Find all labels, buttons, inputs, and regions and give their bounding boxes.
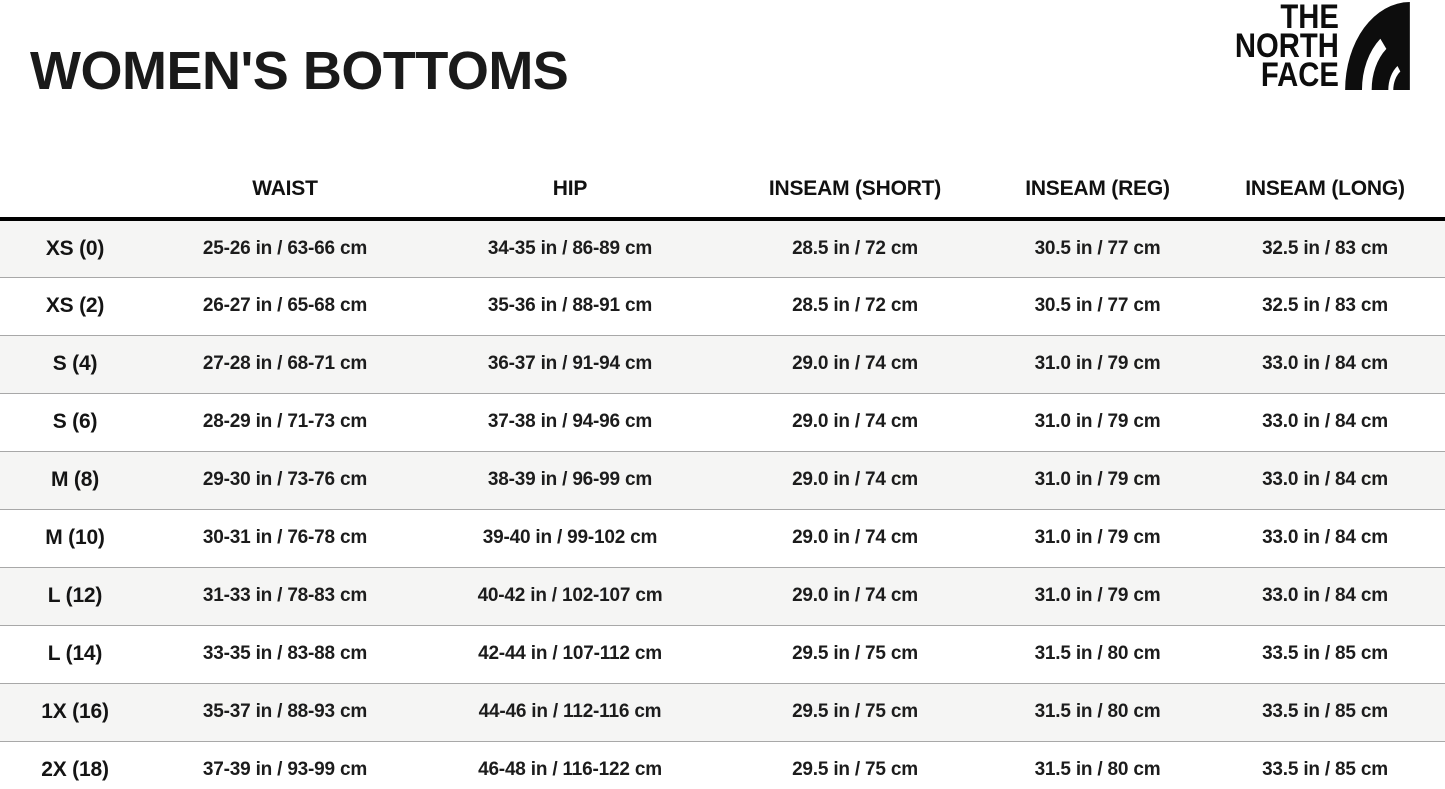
table-row: [0, 683, 1445, 741]
size-cell: M (8): [0, 451, 150, 509]
logo-line-the: THE: [1280, 0, 1339, 36]
north-face-logo: [1218, 0, 1410, 94]
waist-cell: 30-31 in / 76-78 cm: [150, 509, 420, 567]
inseam-short-cell: 29.5 in / 75 cm: [720, 625, 990, 683]
inseam-reg-cell: 31.0 in / 79 cm: [990, 509, 1205, 567]
size-cell: L (12): [0, 567, 150, 625]
hip-cell: 37-38 in / 94-96 cm: [420, 393, 720, 451]
table-row: [0, 625, 1445, 683]
inseam-long-cell: 33.5 in / 85 cm: [1205, 741, 1445, 789]
waist-cell: 28-29 in / 71-73 cm: [150, 393, 420, 451]
hip-cell: 35-36 in / 88-91 cm: [420, 277, 720, 335]
inseam-reg-cell: 30.5 in / 77 cm: [990, 277, 1205, 335]
inseam-long-cell: 33.0 in / 84 cm: [1205, 509, 1445, 567]
table-row: [0, 451, 1445, 509]
inseam-short-cell: 29.0 in / 74 cm: [720, 335, 990, 393]
inseam-reg-cell: 31.5 in / 80 cm: [990, 683, 1205, 741]
column-header-inseam-long: INSEAM (LONG): [1205, 160, 1445, 219]
waist-cell: 33-35 in / 83-88 cm: [150, 625, 420, 683]
waist-cell: 37-39 in / 93-99 cm: [150, 741, 420, 789]
page-title: WOMEN'S BOTTOMS: [30, 41, 569, 101]
size-cell: L (14): [0, 625, 150, 683]
column-header-hip: HIP: [420, 160, 720, 219]
hip-cell: 38-39 in / 96-99 cm: [420, 451, 720, 509]
hip-cell: 34-35 in / 86-89 cm: [420, 219, 720, 277]
column-header-inseam-short: INSEAM (SHORT): [720, 160, 990, 219]
inseam-short-cell: 29.5 in / 75 cm: [720, 683, 990, 741]
table-row: [0, 509, 1445, 567]
hip-cell: 36-37 in / 91-94 cm: [420, 335, 720, 393]
inseam-reg-cell: 31.0 in / 79 cm: [990, 451, 1205, 509]
hip-cell: 44-46 in / 112-116 cm: [420, 683, 720, 741]
size-cell: 2X (18): [0, 741, 150, 789]
inseam-long-cell: 33.5 in / 85 cm: [1205, 683, 1445, 741]
table-row: [0, 567, 1445, 625]
size-cell: S (4): [0, 335, 150, 393]
column-header-size: [0, 160, 150, 219]
inseam-long-cell: 32.5 in / 83 cm: [1205, 219, 1445, 277]
table-row: [0, 277, 1445, 335]
size-cell: 1X (16): [0, 683, 150, 741]
waist-cell: 27-28 in / 68-71 cm: [150, 335, 420, 393]
inseam-long-cell: 33.5 in / 85 cm: [1205, 625, 1445, 683]
waist-cell: 25-26 in / 63-66 cm: [150, 219, 420, 277]
inseam-reg-cell: 31.0 in / 79 cm: [990, 393, 1205, 451]
inseam-long-cell: 32.5 in / 83 cm: [1205, 277, 1445, 335]
inseam-short-cell: 29.5 in / 75 cm: [720, 741, 990, 789]
size-cell: S (6): [0, 393, 150, 451]
inseam-reg-cell: 31.0 in / 79 cm: [990, 335, 1205, 393]
size-cell: M (10): [0, 509, 150, 567]
size-cell: XS (2): [0, 277, 150, 335]
hip-cell: 40-42 in / 102-107 cm: [420, 567, 720, 625]
column-header-inseam-reg: INSEAM (REG): [990, 160, 1205, 219]
table-row: [0, 219, 1445, 277]
inseam-short-cell: 29.0 in / 74 cm: [720, 393, 990, 451]
table-row: [0, 335, 1445, 393]
inseam-reg-cell: 31.5 in / 80 cm: [990, 741, 1205, 789]
inseam-long-cell: 33.0 in / 84 cm: [1205, 451, 1445, 509]
waist-cell: 31-33 in / 78-83 cm: [150, 567, 420, 625]
header-row: [0, 160, 1445, 219]
inseam-long-cell: 33.0 in / 84 cm: [1205, 335, 1445, 393]
inseam-short-cell: 29.0 in / 74 cm: [720, 567, 990, 625]
hip-cell: 42-44 in / 107-112 cm: [420, 625, 720, 683]
table-row: [0, 741, 1445, 789]
table-row: [0, 393, 1445, 451]
inseam-long-cell: 33.0 in / 84 cm: [1205, 393, 1445, 451]
size-cell: XS (0): [0, 219, 150, 277]
hip-cell: 46-48 in / 116-122 cm: [420, 741, 720, 789]
inseam-reg-cell: 31.0 in / 79 cm: [990, 567, 1205, 625]
inseam-reg-cell: 31.5 in / 80 cm: [990, 625, 1205, 683]
logo-line-north: NORTH: [1235, 27, 1339, 65]
logo-line-face: FACE: [1261, 56, 1339, 94]
waist-cell: 29-30 in / 73-76 cm: [150, 451, 420, 509]
north-face-logo-text: [1235, 0, 1339, 94]
inseam-short-cell: 28.5 in / 72 cm: [720, 219, 990, 277]
inseam-short-cell: 29.0 in / 74 cm: [720, 509, 990, 567]
inseam-reg-cell: 30.5 in / 77 cm: [990, 219, 1205, 277]
hip-cell: 39-40 in / 99-102 cm: [420, 509, 720, 567]
inseam-short-cell: 29.0 in / 74 cm: [720, 451, 990, 509]
column-header-waist: WAIST: [150, 160, 420, 219]
waist-cell: 26-27 in / 65-68 cm: [150, 277, 420, 335]
waist-cell: 35-37 in / 88-93 cm: [150, 683, 420, 741]
half-dome-icon: [1345, 2, 1410, 90]
inseam-short-cell: 28.5 in / 72 cm: [720, 277, 990, 335]
inseam-long-cell: 33.0 in / 84 cm: [1205, 567, 1445, 625]
size-chart-table: [0, 160, 1445, 789]
